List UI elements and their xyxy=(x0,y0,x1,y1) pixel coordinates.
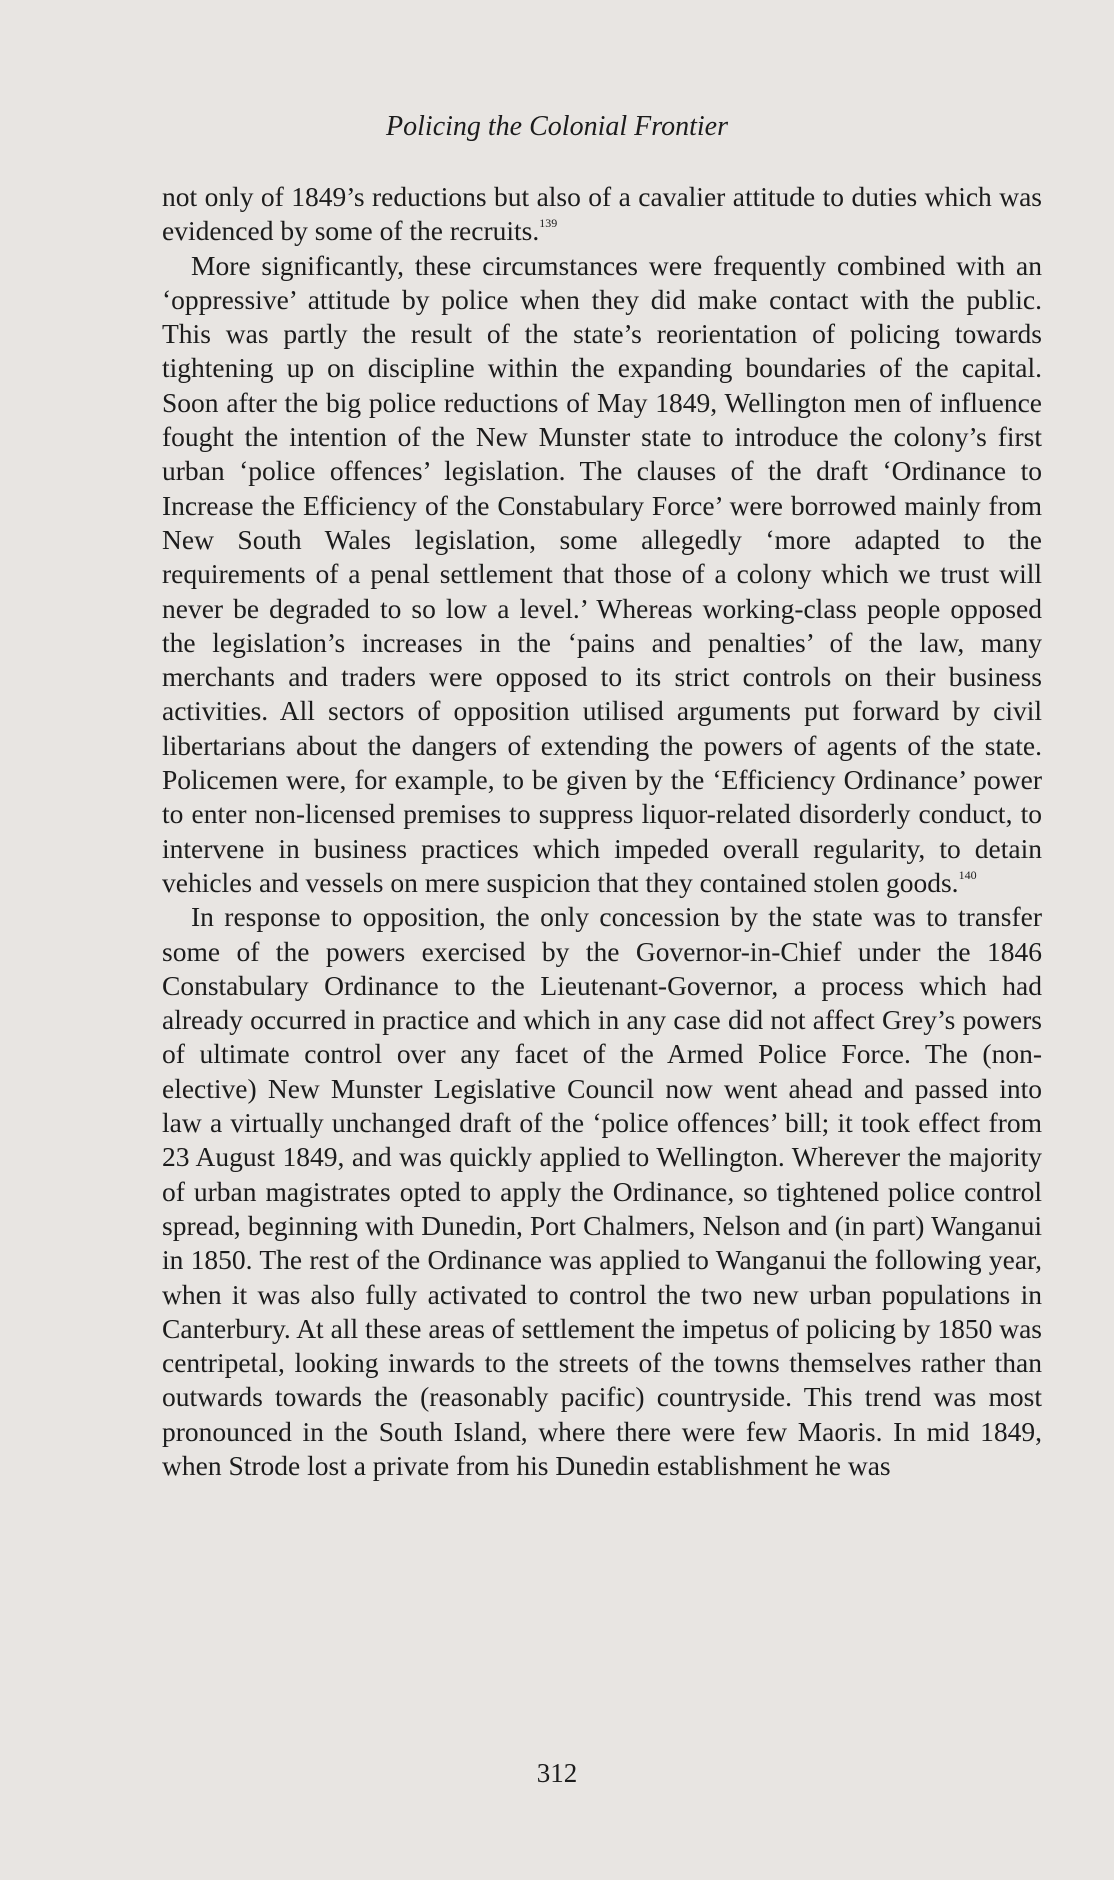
paragraph-2 xyxy=(162,249,1042,901)
page-number: 312 xyxy=(536,1758,578,1788)
paragraph-3 xyxy=(162,900,1042,1483)
paragraph-1 xyxy=(162,180,1042,249)
body-text xyxy=(162,180,1042,1483)
footnote-ref-140: 140 xyxy=(958,867,977,882)
paragraph-1-text: not only of 1849’s reductions but also of a cavalier attitude to duties which was evidenced by some of the recruits. xyxy=(162,181,1042,247)
paragraph-2-text: More significantly, these circumstances were frequently combined with an ‘oppressive’ attitude by police when they did make contact with the public. This was partly the result of the state’s reorientation of policing towards tightening up on discipline within the expanding boundaries of the capital. Soon after the big police reductions of May 1849, Wellington men of influence fought the intention of the New Munster state to introduce the colony’s first urban ‘police offences’ legislation. The clauses of the draft ‘Ordinance to Increase the Efficiency of the Constabulary Force’ were borrowed mainly from New South Wales legislation, some allegedly ‘more adapted to the requirements of a penal settlement that those of a colony which we trust will never be degraded to so low a level.’ Whereas working-class people opposed the legislation’s increases in the ‘pains and penalties’ of the law, many merchants and traders were opposed to its strict controls on their business activities. All sectors of opposition utilised arguments put forward by civil libertarians about the dangers of extending the powers of agents of the state. Policemen were, for example, to be given by the ‘Efficiency Ordinance’ power to enter non-licensed premises to suppress liquor-related disorderly conduct, to intervene in business practices which impeded overall regularity, to detain vehicles and vessels on mere suspicion that they contained stolen goods. xyxy=(162,249,1042,898)
paragraph-3-text: In response to opposition, the only concession by the state was to transfer some of the powers exercised by the Governor-in-Chief under the 1846 Constabulary Ordinance to the Lieutenant-Governor, a process which had already occurred in practice and which in any case did not affect Grey’s powers of ultimate control over any facet of the Armed Police Force. The (non-elective) New Munster Legislative Council now went ahead and passed into law a virtually unchanged draft of the ‘police offences’ bill; it took effect from 23 August 1849, and was quickly applied to Wellington. Wherever the majority of urban magistrates opted to apply the Ordinance, so tightened police control spread, beginning with Dunedin, Port Chalmers, Nelson and (in part) Wanganui in 1850. The rest of the Ordinance was applied to Wanganui the following year, when it was also fully activated to control the two new urban populations in Canterbury. At all these areas of settlement the impetus of policing by 1850 was centripetal, looking inwards to the streets of the towns themselves rather than outwards towards the (reasonably pacific) countryside. This trend was most pronounced in the South Island, where there were few Maoris. In mid 1849, when Strode lost a private from his Dunedin establishment he was xyxy=(162,901,1042,1481)
running-head: Policing the Colonial Frontier xyxy=(386,111,728,142)
footnote-ref-139: 139 xyxy=(539,216,558,231)
